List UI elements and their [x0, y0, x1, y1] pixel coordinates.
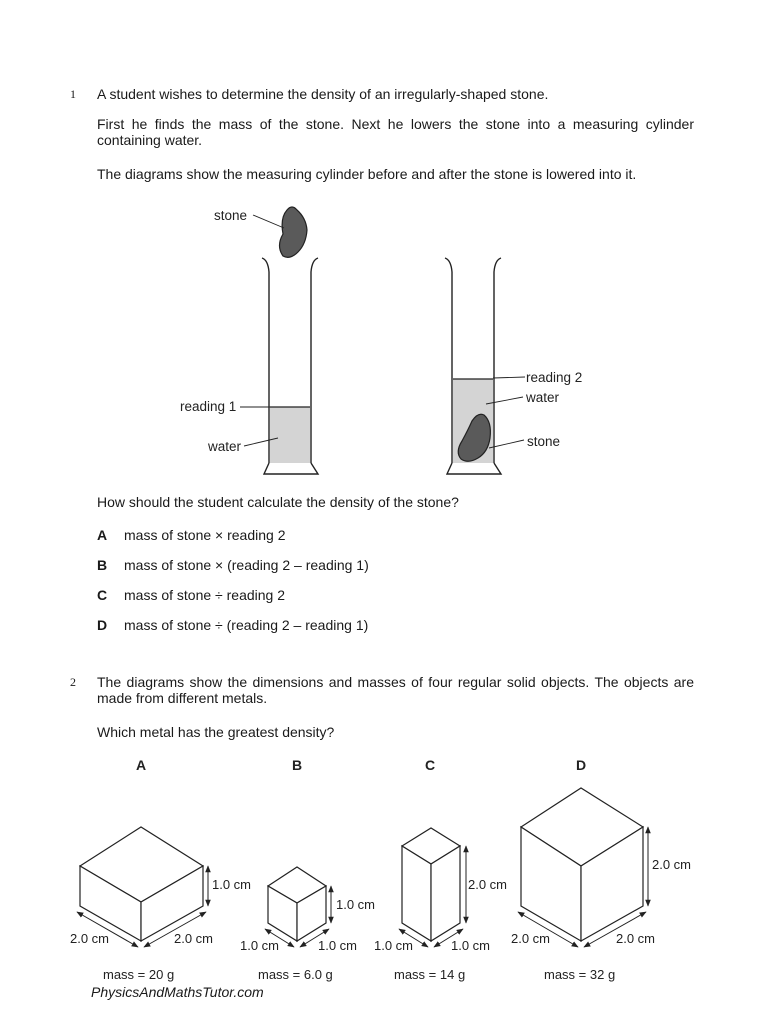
option-d-letter: D	[97, 617, 108, 633]
object-d-left-dim: 2.0 cm	[511, 931, 551, 946]
object-a-right-dim: 2.0 cm	[174, 931, 214, 946]
object-b-right-dim: 1.0 cm	[318, 938, 358, 953]
option-d-text: mass of stone ÷ (reading 2 – reading 1)	[124, 617, 369, 633]
label-water-right: water	[526, 390, 560, 405]
option-a-letter: A	[97, 527, 108, 543]
question-1-paragraph-2: First he finds the mass of the stone. Next he lowers the stone into a measuring cylinder containing water.	[97, 116, 694, 148]
object-d-right-dim: 2.0 cm	[616, 931, 656, 946]
question-1-number: 1	[70, 87, 76, 101]
label-stone-top: stone	[214, 208, 248, 223]
object-c-prism	[402, 828, 460, 941]
footer-watermark: PhysicsAndMathsTutor.com	[91, 984, 264, 1000]
option-b-letter: B	[97, 557, 108, 573]
question-2-number: 2	[70, 675, 76, 689]
option-c-letter: C	[97, 587, 108, 603]
object-b-height: 1.0 cm	[336, 897, 376, 912]
object-a-left-dim: 2.0 cm	[70, 931, 110, 946]
object-b-mass: mass = 6.0 g	[258, 967, 333, 982]
object-d-mass: mass = 32 g	[544, 967, 616, 982]
label-reading-2: reading 2	[526, 370, 583, 385]
question-1-intro: A student wishes to determine the density of an irregularly-shaped stone.	[97, 86, 549, 102]
option-a-text: mass of stone × reading 2	[124, 527, 286, 543]
object-c-mass: mass = 14 g	[394, 967, 466, 982]
object-d-letter: D	[576, 757, 587, 773]
object-c-letter: C	[425, 757, 436, 773]
object-b-left-dim: 1.0 cm	[240, 938, 280, 953]
object-c-left-dim: 1.0 cm	[374, 938, 414, 953]
question-1-prompt: How should the student calculate the density of the stone?	[97, 494, 459, 510]
object-a-mass: mass = 20 g	[103, 967, 175, 982]
question-2-prompt: Which metal has the greatest density?	[97, 724, 335, 740]
object-a-letter: A	[136, 757, 147, 773]
object-c-height: 2.0 cm	[468, 877, 508, 892]
option-b-text: mass of stone × (reading 2 – reading 1)	[124, 557, 369, 573]
option-c-text: mass of stone ÷ reading 2	[124, 587, 285, 603]
object-b-letter: B	[292, 757, 303, 773]
question-1-paragraph-3: The diagrams show the measuring cylinder before and after the stone is lowered into it.	[97, 166, 637, 182]
object-d-height: 2.0 cm	[652, 857, 692, 872]
label-water-left: water	[208, 439, 242, 454]
label-stone-right: stone	[527, 434, 561, 449]
object-b-cube	[268, 867, 326, 941]
label-reading-1: reading 1	[180, 399, 237, 414]
question-2-intro: The diagrams show the dimensions and masses of four regular solid objects. The objects are made from different metals.	[97, 674, 694, 706]
object-c-right-dim: 1.0 cm	[451, 938, 491, 953]
object-a-height: 1.0 cm	[212, 877, 252, 892]
object-d-cube	[521, 788, 643, 941]
